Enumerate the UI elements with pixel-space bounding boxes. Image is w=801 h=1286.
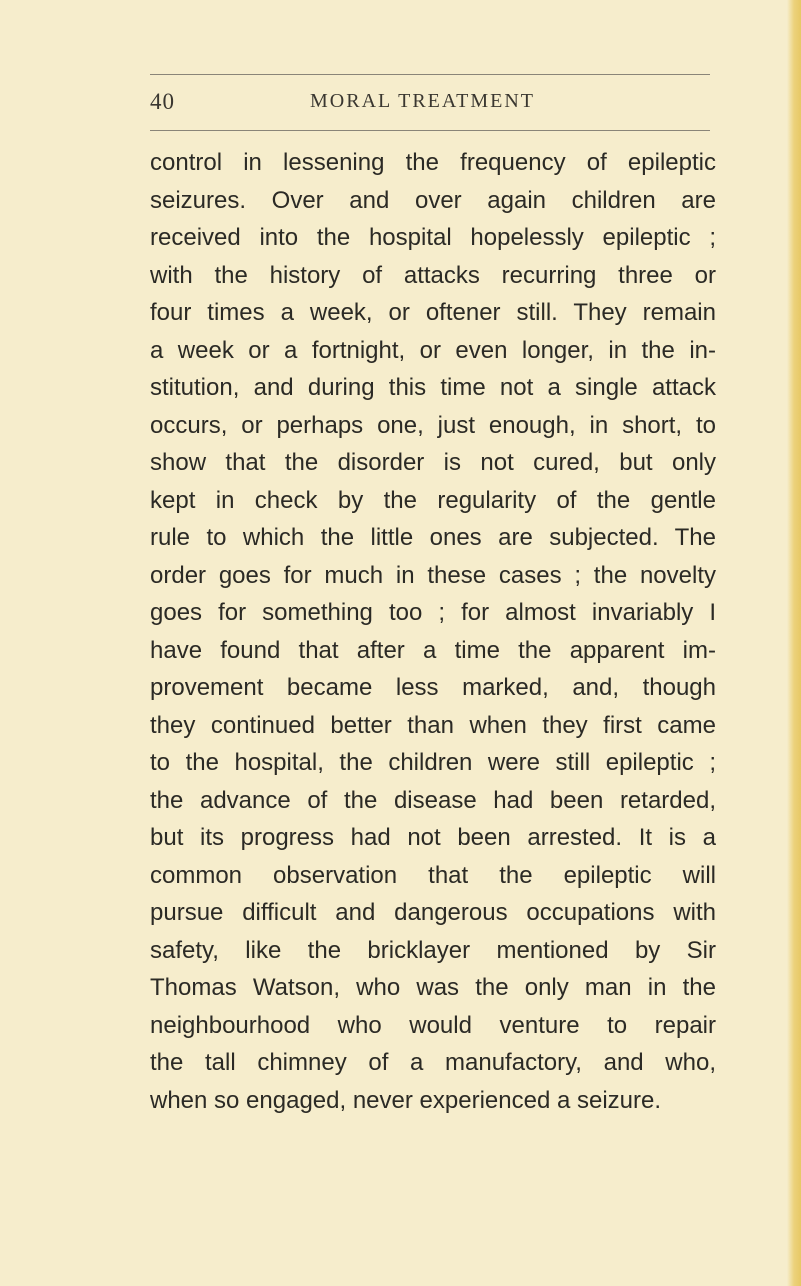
text-line: common observation that the epileptic will bbox=[150, 861, 716, 889]
text-line: have found that after a time the apparent im- bbox=[150, 636, 716, 664]
text-line: control in lessening the frequency of epileptic bbox=[150, 149, 716, 176]
text-line: seizures. Over and over again children are bbox=[150, 186, 716, 214]
text-line: stitution, and during this time not a single attack bbox=[150, 374, 716, 401]
text-line: show that the disorder is not cured, but only bbox=[150, 449, 716, 476]
text-line: four times a week, or oftener still. They remain bbox=[150, 299, 716, 326]
text-line: neighbourhood who would venture to repair bbox=[150, 1011, 716, 1039]
body-paragraph bbox=[150, 144, 750, 1119]
text-line: occurs, or perhaps one, just enough, in short, to bbox=[150, 411, 716, 439]
text-line: pursue difficult and dangerous occupations with bbox=[150, 899, 716, 926]
header-rule-top bbox=[150, 74, 710, 75]
page-edge bbox=[787, 0, 801, 1286]
text-line: the advance of the disease had been retarded, bbox=[150, 786, 716, 814]
running-head bbox=[150, 89, 710, 119]
text-line: to the hospital, the children were still epileptic ; bbox=[150, 749, 716, 776]
text-line: rule to which the little ones are subjected. The bbox=[150, 524, 716, 551]
text-line: the tall chimney of a manufactory, and who, bbox=[150, 1049, 716, 1076]
text-line: kept in check by the regularity of the gentle bbox=[150, 486, 716, 514]
text-line: a week or a fortnight, or even longer, in the in- bbox=[150, 336, 716, 364]
header-rule-bottom bbox=[150, 130, 710, 131]
text-line: received into the hospital hopelessly epileptic ; bbox=[150, 224, 716, 251]
text-line: Thomas Watson, who was the only man in the bbox=[150, 974, 716, 1001]
page-number: 40 bbox=[150, 89, 175, 114]
text-line: when so engaged, never experienced a seizure. bbox=[150, 1086, 662, 1114]
text-line: order goes for much in these cases ; the novelty bbox=[150, 561, 716, 589]
text-line: goes for something too ; for almost invariably I bbox=[150, 599, 716, 626]
text-line: safety, like the bricklayer mentioned by Sir bbox=[150, 936, 716, 964]
text-line: provement became less marked, and, though bbox=[150, 674, 716, 701]
text-line: they continued better than when they first came bbox=[150, 711, 716, 739]
text-line: but its progress had not been arrested. It is a bbox=[150, 824, 716, 851]
running-title: MORAL TREATMENT bbox=[310, 90, 535, 112]
text-line: with the history of attacks recurring three or bbox=[150, 261, 716, 289]
